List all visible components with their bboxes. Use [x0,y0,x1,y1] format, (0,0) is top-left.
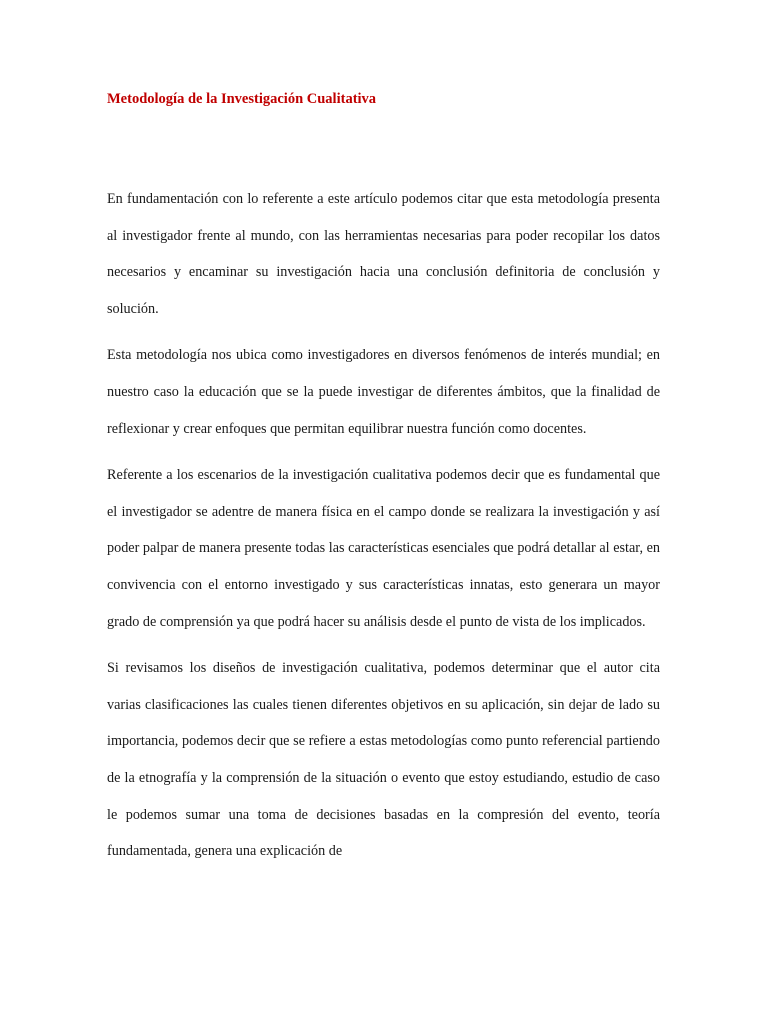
paragraph-4: Si revisamos los diseños de investigación cualitativa, podemos determinar que el autor cita varias clasificaciones las cuales tienen diferentes objetivos en su aplicación, sin dejar de lado su importancia, podemos decir que se refiere a estas metodologías como punto referencial partiendo de la etnografía y la comprensión de la situación o evento que estoy estudiando, estudio de caso le podemos sumar una toma de decisiones basadas en la compresión del evento, teoría fundamentada, genera una explicación de [107,660,660,860]
paragraph-2: Esta metodología nos ubica como investigadores en diversos fenómenos de interés mundial; en nuestro caso la educación que se la puede investigar de diferentes ámbitos, que la finalidad de reflexionar y crear enfoques que permitan equilibrar nuestra función como docentes. [107,347,660,437]
document-title: Metodología de la Investigación Cualitativa [107,91,377,107]
paragraph-1: En fundamentación con lo referente a este artículo podemos citar que esta metodología presenta al investigador frente al mundo, con las herramientas necesarias para poder recopilar los datos necesarios y encaminar su investigación hacia una conclusión definitoria de conclusión y solución. [107,191,660,317]
paragraph-3: Referente a los escenarios de la investigación cualitativa podemos decir que es fundamental que el investigador se adentre de manera física en el campo donde se realizara la investigación y así poder palpar de manera presente todas las características esenciales que podrá detallar al estar, en convivencia con el entorno investigado y sus características innatas, esto generara un mayor grado de comprensión ya que podrá hacer su análisis desde el punto de vista de los implicados. [107,467,660,630]
document-body [107,181,660,870]
